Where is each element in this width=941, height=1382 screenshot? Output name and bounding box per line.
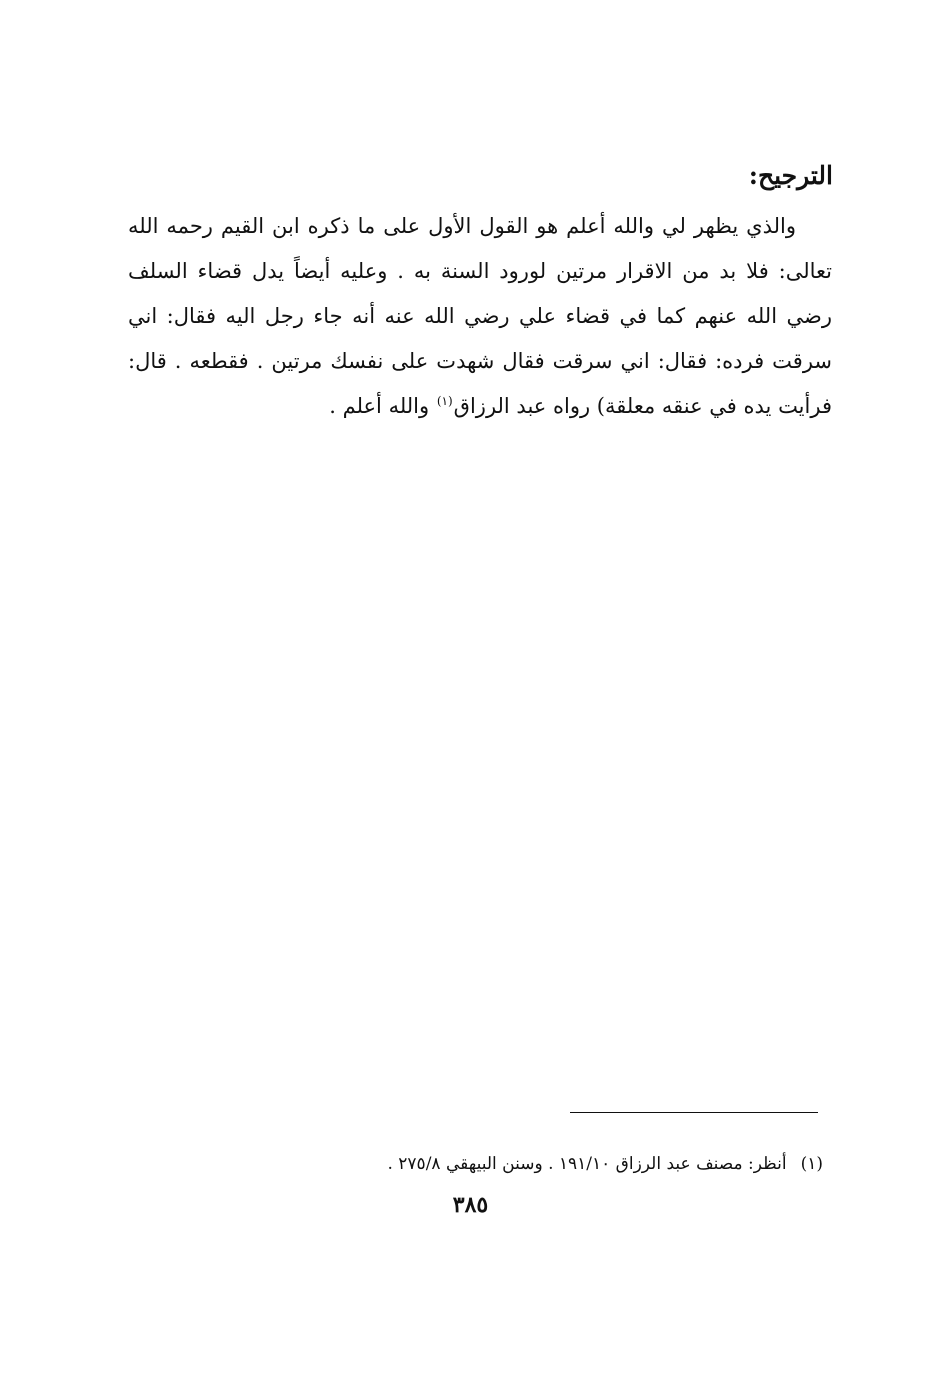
footnote <box>387 1150 823 1178</box>
section-heading: الترجيح: <box>748 161 833 190</box>
footnote-text: أنظر: مصنف عبد الرزاق ١٩١/١٠ . وسنن البيهقي ٢٧٥/٨ . <box>387 1154 787 1174</box>
body-paragraph <box>128 204 832 429</box>
paragraph-line-5 <box>128 384 832 429</box>
page-number: ٣٨٥ <box>452 1192 489 1218</box>
paragraph-line-4: سرقت فرده: فقال: اني سرقت فقال شهدت على نفسك مرتين . فقطعه . قال: <box>128 349 832 373</box>
paragraph-line-5-text: فرأيت يده في عنقه معلقة) رواه عبد الرزاق <box>453 394 832 418</box>
footnote-number: (١) <box>800 1154 823 1174</box>
paragraph-line-3: رضي الله عنهم كما في قضاء علي رضي الله عنه أنه جاء رجل اليه فقال: اني <box>128 304 833 328</box>
paragraph-line-1: والذي يظهر لي والله أعلم هو القول الأول على ما ذكره ابن القيم رحمه الله <box>128 214 796 238</box>
footnote-reference-marker: (١) <box>436 394 453 408</box>
paragraph-line-2: تعالى: فلا بد من الاقرار مرتين لورود السنة به . وعليه أيضاً يدل قضاء السلف <box>128 259 832 283</box>
paragraph-line-5-closing: والله أعلم . <box>329 394 436 418</box>
footnote-separator-line <box>570 1112 818 1113</box>
